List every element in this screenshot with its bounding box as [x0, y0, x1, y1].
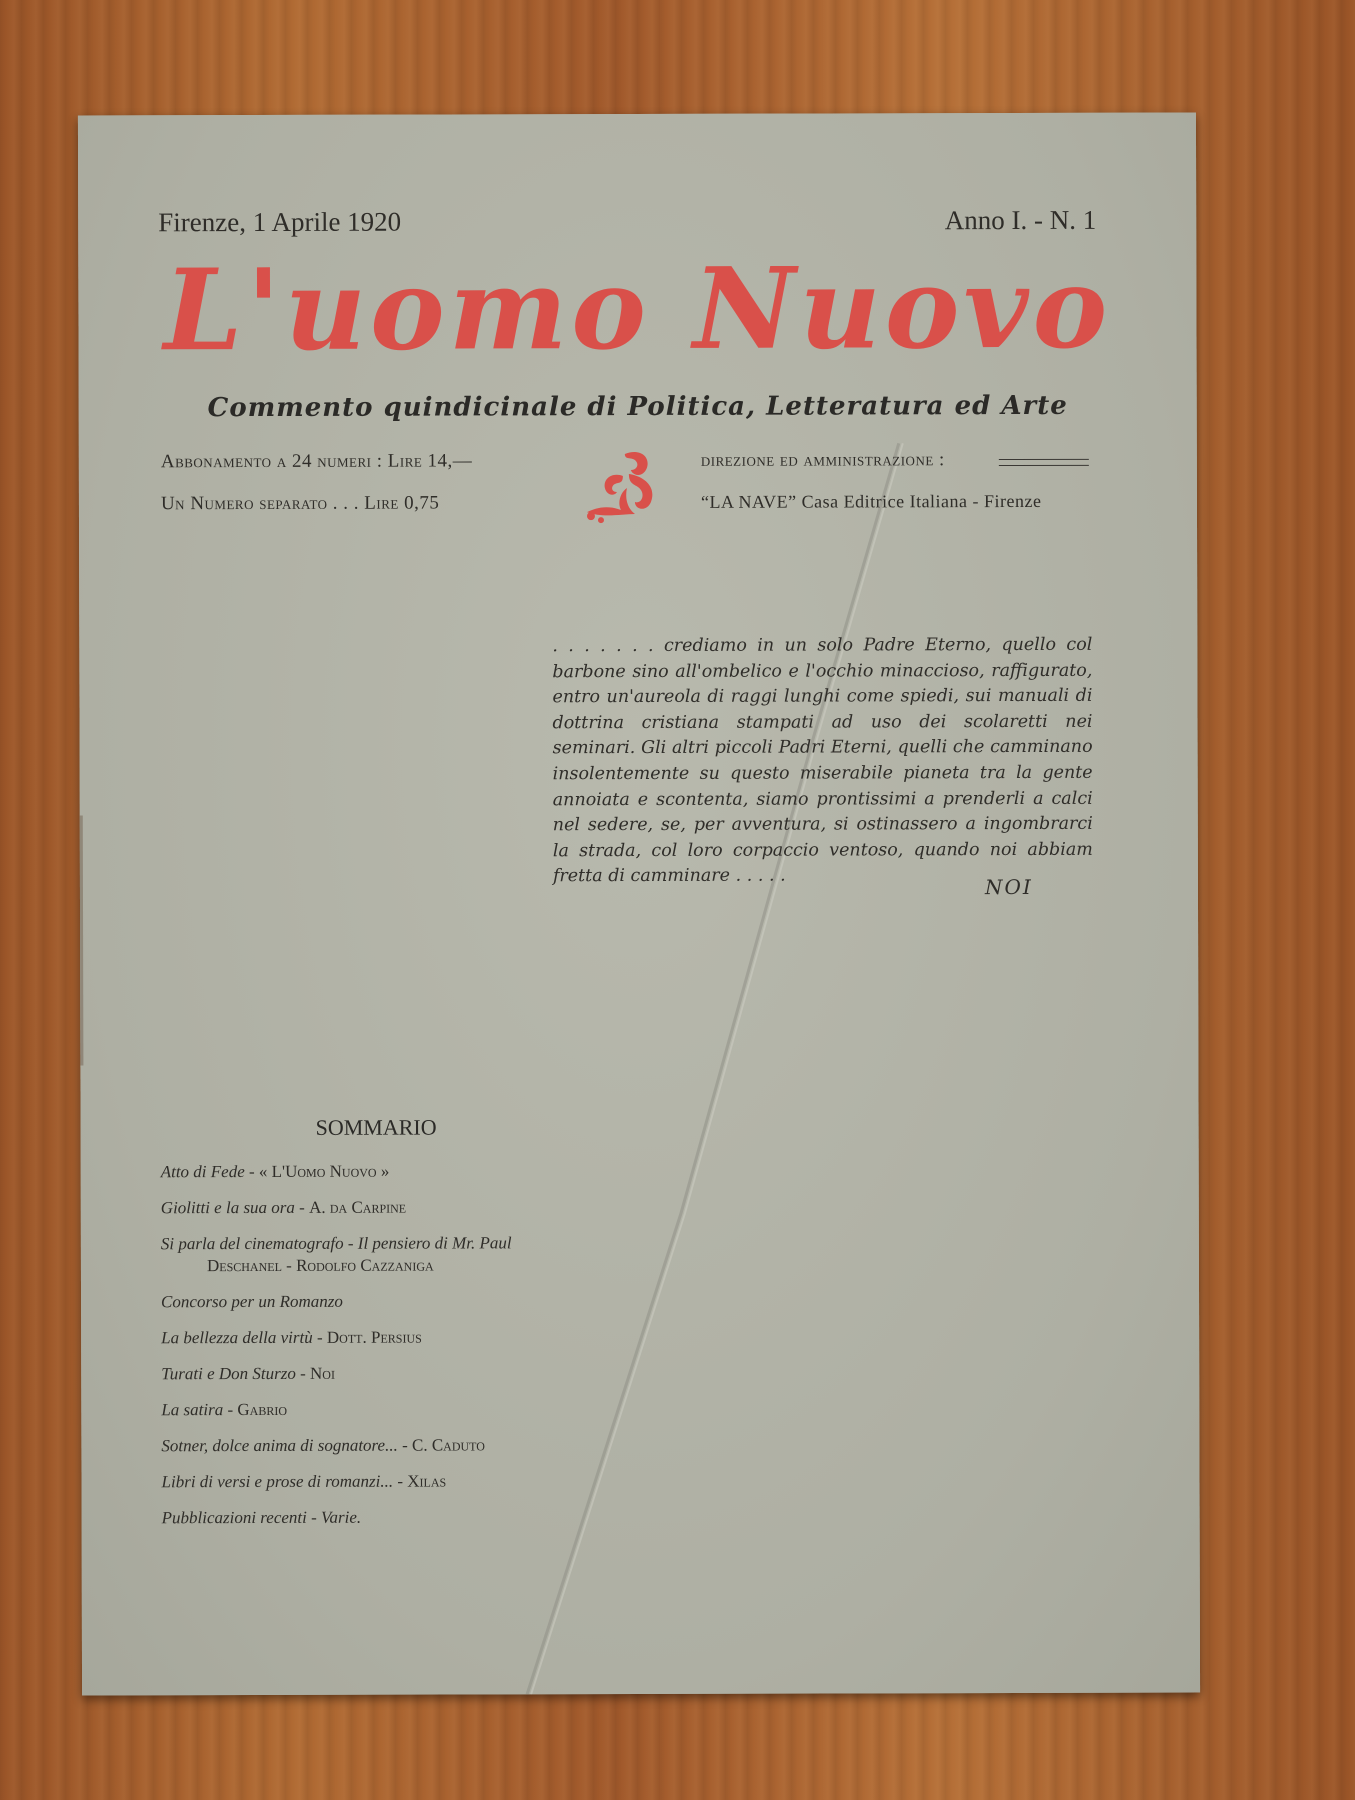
contents-list: [161, 1160, 662, 1543]
list-item: [161, 1362, 661, 1385]
list-item: [161, 1434, 661, 1457]
list-item: [161, 1290, 661, 1313]
item-author: A. da Carpine: [309, 1197, 407, 1217]
item-title: Giolitti e la sua ora -: [160, 1197, 305, 1218]
quote-signature: NOI: [984, 874, 1033, 900]
item-continuation: Deschanel - Rodolfo Cazzaniga: [206, 1255, 434, 1276]
list-item: [161, 1398, 661, 1421]
item-author: « L'Uomo Nuovo »: [258, 1161, 390, 1181]
item-title: Sotner, dolce anima di sognatore... -: [161, 1435, 408, 1456]
item-author: Varie.: [321, 1507, 362, 1527]
newspaper-page: [78, 113, 1200, 1696]
list-item: [161, 1160, 661, 1183]
item-author: Gabrio: [237, 1399, 288, 1420]
list-item: [161, 1232, 661, 1277]
list-item: [161, 1470, 661, 1493]
item-author: Xilas: [407, 1471, 447, 1491]
item-title: Turati e Don Sturzo -: [161, 1363, 306, 1384]
double-rule: [999, 459, 1089, 466]
publisher-line: “LA NAVE” Casa Editrice Italiana - Firenze: [700, 490, 1042, 512]
item-title: Libri di versi e prose di romanzi... -: [161, 1471, 404, 1492]
single-issue-price: Un Numero separato . . . Lire 0,75: [160, 492, 440, 515]
item-title: Concorso per un Romanzo: [161, 1291, 343, 1312]
opening-quote: . . . . . . . crediamo in un solo Padre Eterno, quello col barbone sino all'ombelico e l'occhio minaccioso, raffigurato, entro un'aureola di raggi lunghi come spiedi, sui manuali di dottrina cristiana stampati ad uso dei scolaretti nei seminari. Gli altri piccoli Padri Eterni, quelli che camminano insolentemente su questo miserabile pianeta tra la gente annoiata e scontenta, siamo prontissimi a prenderli a calci nel sedere, se, per avventura, si ostinassero a ingombrarci la strada, col loro corpaccio ventoso, quando noi abbiam fretta di camminare . . . . .: [552, 634, 1093, 887]
list-item: [162, 1506, 662, 1529]
masthead-subtitle: Commento quindicinale di Politica, Letteratura ed Arte: [207, 390, 1068, 424]
list-item: [161, 1196, 661, 1219]
administration-label: direzione ed amministrazione :: [700, 449, 945, 471]
item-author: C. Caduto: [411, 1435, 485, 1455]
subscription-line: Abbonamento a 24 numeri : Lire 14,—: [160, 450, 473, 473]
issue-number: Anno I. - N. 1: [944, 204, 1097, 236]
item-title: La satira -: [161, 1400, 234, 1420]
place-date: Firenze, 1 Aprile 1920: [158, 206, 402, 238]
contents-title: SOMMARIO: [315, 1114, 437, 1140]
red-leaf-fleuron-icon: [577, 446, 667, 526]
item-title: Atto di Fede -: [160, 1162, 255, 1182]
item-author: Dott. Persius: [326, 1327, 422, 1347]
masthead-title: L'uomo Nuovo: [163, 242, 1112, 377]
item-title: Si parla del cinematografo - Il pensiero di Mr. Paul: [160, 1233, 512, 1254]
item-title: La bellezza della virtù -: [161, 1327, 323, 1348]
item-title: Pubblicazioni recenti -: [161, 1507, 317, 1528]
item-author: Noi: [309, 1363, 335, 1383]
list-item: [161, 1326, 661, 1349]
